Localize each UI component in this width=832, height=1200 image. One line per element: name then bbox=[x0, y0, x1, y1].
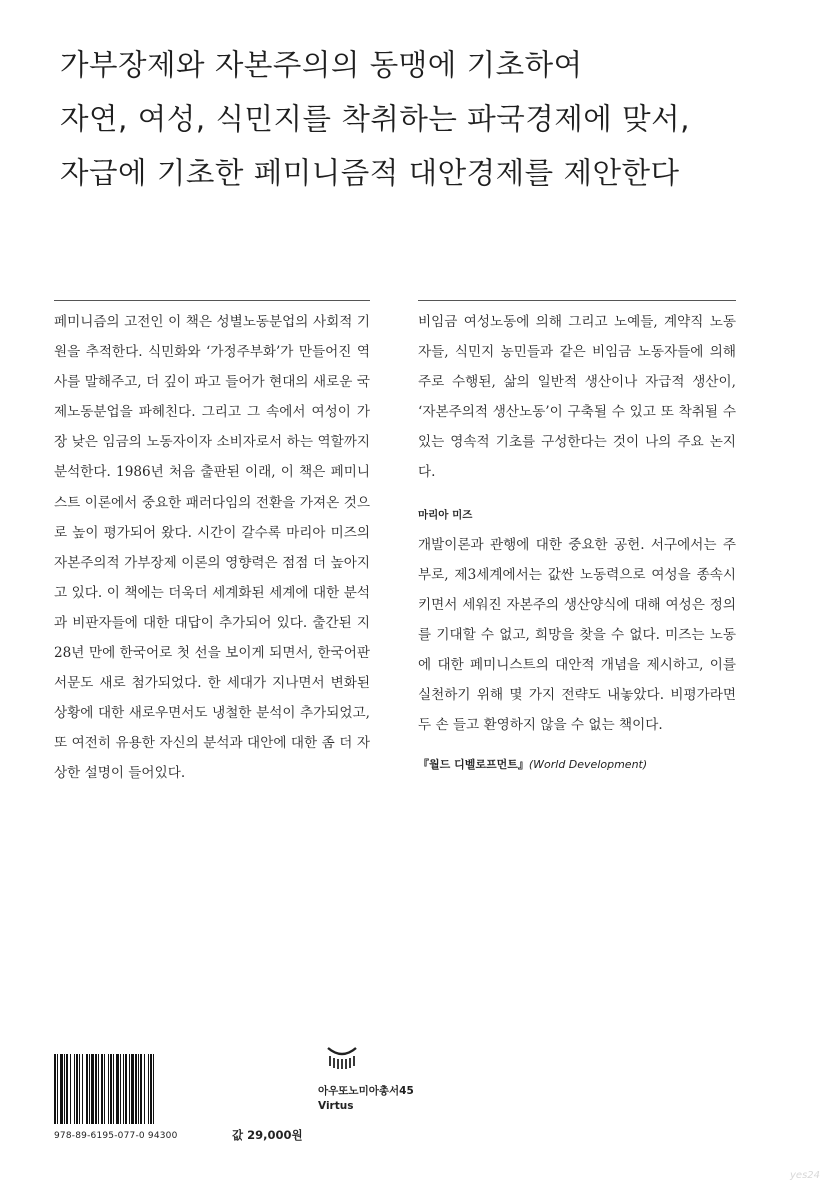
barcode-bar bbox=[154, 1054, 156, 1124]
series-name: 아우또노미아총서45 bbox=[318, 1085, 414, 1097]
divider bbox=[418, 300, 736, 301]
price: 값 29,000원 bbox=[232, 1128, 303, 1142]
headline bbox=[60, 38, 800, 200]
author-quote: 비임금 여성노동에 의해 그리고 노예들, 계약직 노동자들, 식민지 농민들과 같은 비임금 노동자들에 의해 주로 수행된, 삶의 일반적 생산이나 자급적 생산이, ‘자본주의적 생산노동’이 구축될 수 있고 또 착취될 수 있는 영속적 기초를 구성한다는 것이 나의 주요 논지다. bbox=[418, 314, 736, 481]
barcode bbox=[54, 1054, 206, 1124]
review-source-title: 『월드 디벨로프먼트』 bbox=[418, 758, 529, 772]
headline-line-1: 가부장제와 자본주의의 동맹에 기초하여 bbox=[60, 48, 583, 82]
review-text: 개발이론과 관행에 대한 중요한 공헌. 서구에서는 주부로, 제3세계에서는 값싼 노동력으로 여성을 종속시키면서 세워진 자본주의 생산양식에 대해 여성은 정의를 기대할 수 없고, 희망을 찾을 수 없다. 미즈는 노동에 대한 페미니스트의 대안적 개념을 제시하고, 이를 실천하기 위해 몇 가지 전략도 내놓았다. 비평가라면 두 손 들고 환영하지 않을 수 없는 책이다. bbox=[418, 536, 736, 734]
quotes-column bbox=[418, 300, 736, 780]
review-source bbox=[418, 750, 736, 780]
headline-line-3: 자급에 기초한 페미니즘적 대안경제를 제안한다 bbox=[60, 156, 680, 190]
description-column bbox=[54, 300, 370, 789]
quote-author: 마리아 미즈 bbox=[418, 508, 473, 521]
publisher-logo-icon bbox=[324, 1044, 360, 1072]
description-text: 페미니즘의 고전인 이 책은 성별노동분업의 사회적 기원을 추적한다. 식민화와 ‘가정주부화’가 만들어진 역사를 말해주고, 더 깊이 파고 들어가 현대의 새로운 국제노동분업을 파헤친다. 그리고 그 속에서 여성이 가장 낮은 임금의 노동자이자 소비자로서 하는 역할까지 분석한다. 1986년 처음 출판된 이래, 이 책은 페미니스트 이론에서 중요한 패러다임의 전환을 가져온 것으로 높이 평가되어 왔다. 시간이 갈수록 마리아 미즈의 자본주의적 가부장제 이론의 영향력은 점점 더 높아지고 있다. 이 책에는 더욱더 세계화된 세계에 대한 분석과 비판자들에 대한 대답이 추가되어 있다. 출간된 지 28년 만에 한국어로 첫 선을 보이게 되면서, 한국어판 서문도 새로 첨가되었다. 한 세대가 지나면서 변화된 상황에 대한 새로우면서도 냉철한 분석이 추가되었고, 또 여전히 유용한 자신의 분석과 대안에 대한 좀 더 자상한 설명이 들어있다. bbox=[54, 314, 370, 782]
headline-line-2: 자연, 여성, 식민지를 착취하는 파국경제에 맞서, bbox=[60, 102, 690, 136]
isbn: 978-89-6195-077-0 94300 bbox=[54, 1131, 178, 1141]
publisher-name: Virtus bbox=[318, 1100, 354, 1112]
watermark: yes24 bbox=[790, 1170, 821, 1181]
divider bbox=[54, 300, 370, 301]
review-source-english: (World Development) bbox=[528, 758, 648, 772]
